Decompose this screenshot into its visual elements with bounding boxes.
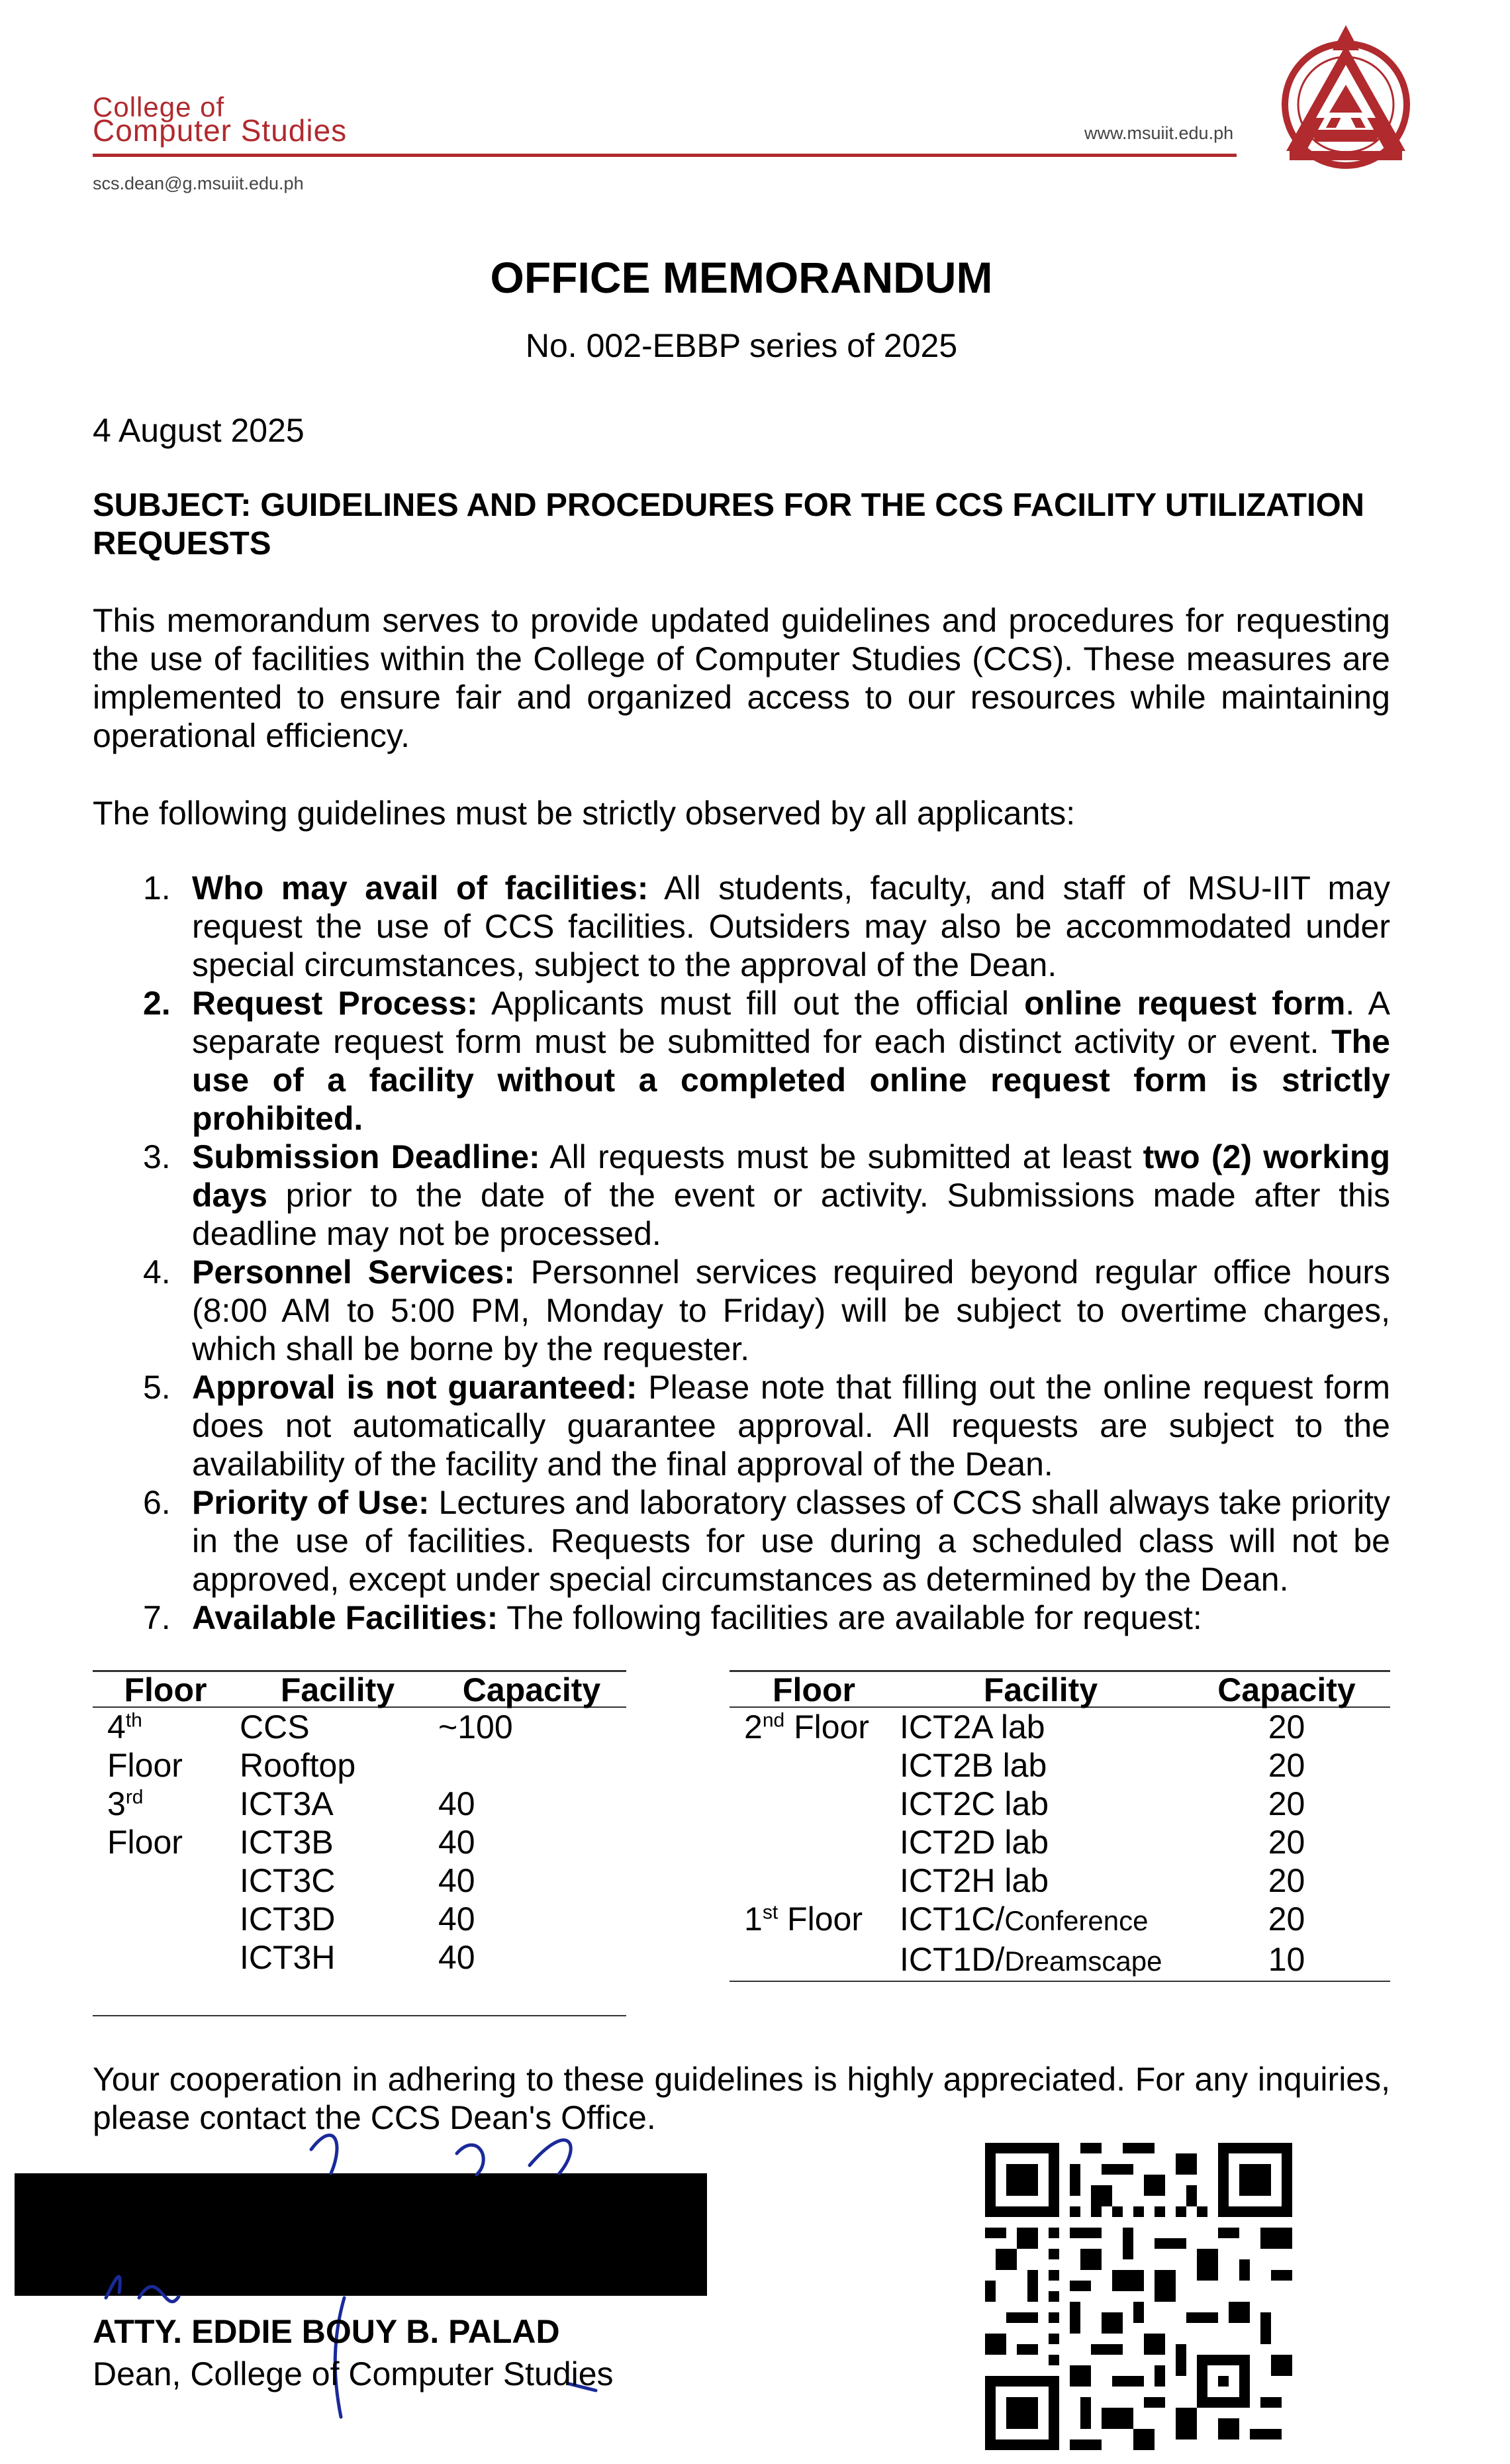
facility-cell: ICT2A lab — [900, 1708, 1045, 1746]
table-row — [93, 1861, 626, 1900]
memo-number: No. 002-EBBP series of 2025 — [525, 327, 958, 364]
table-row — [93, 1746, 626, 1785]
item-body: Please note that filling out the online request form does not automatically guarantee approval. All requests are subject to the availability of the facility and the final approval of the Dean. — [192, 1369, 1390, 1483]
item-heading: Available Facilities: — [192, 1599, 498, 1636]
qr-code[interactable] — [985, 2143, 1292, 2450]
guideline-item — [93, 984, 1390, 1138]
capacity-cell: 20 — [1268, 1900, 1305, 1938]
college-name-line2: Computer Studies — [93, 113, 348, 148]
facility-cell: CCS — [240, 1708, 310, 1746]
table-row — [93, 1823, 626, 1861]
floor-cell — [730, 1940, 898, 1981]
dean-email: scs.dean@g.msuiit.edu.ph — [93, 173, 304, 193]
column-header-floor: Floor — [730, 1671, 898, 1708]
item-heading: Who may avail of facilities: — [192, 869, 649, 907]
item-number: 2. — [143, 985, 171, 1022]
guideline-item — [93, 1599, 1390, 1637]
guideline-item — [93, 1483, 1390, 1599]
floor-cell — [730, 1785, 898, 1823]
table-row — [730, 1900, 1390, 1940]
table-header-row — [93, 1671, 626, 1708]
facility-cell: ICT2B lab — [900, 1747, 1047, 1784]
empty-cell — [238, 1977, 437, 2016]
lead-in-paragraph: The following guidelines must be strictly observed by all applicants: — [93, 795, 1076, 832]
item-body: Applicants must fill out the official — [477, 985, 1025, 1022]
capacity-cell: 20 — [1268, 1785, 1305, 1822]
facility-cell: Rooftop — [240, 1747, 356, 1784]
table-row — [730, 1940, 1390, 1981]
column-header-capacity: Capacity — [437, 1671, 626, 1708]
column-header-capacity: Capacity — [1183, 1671, 1390, 1708]
college-name-line1: College of — [93, 91, 225, 123]
capacity-cell: 20 — [1268, 1708, 1305, 1746]
university-seal-logo — [1270, 19, 1422, 177]
capacity-cell: 20 — [1268, 1862, 1305, 1899]
capacity-cell: 40 — [438, 1900, 475, 1938]
item-body: All requests must be submitted at least — [540, 1138, 1143, 1175]
table-row — [730, 1823, 1390, 1861]
floor-cell — [93, 1938, 238, 1977]
item-body: Lectures and laboratory classes of CCS shall always take priority in the use of facilities. Requests for use during a scheduled class will not be approved, except under special circumstances as determined by the Dean. — [192, 1484, 1390, 1598]
item-number: 3. — [143, 1138, 171, 1175]
facility-cell: ICT1C/Conference — [900, 1900, 1149, 1938]
intro-paragraph: This memorandum serves to provide updated guidelines and procedures for requesting the use of facilities within the College of Computer Studies (CCS). These measures are implemented to ensure fair and organized access to our resources while maintaining operational efficiency. — [93, 602, 1390, 754]
table-row — [730, 1707, 1390, 1746]
floor-cell — [730, 1823, 898, 1861]
facility-cell: ICT1D/Dreamscape — [898, 1940, 1183, 1981]
table-row — [730, 1785, 1390, 1823]
capacity-cell: 10 — [1183, 1940, 1390, 1981]
capacity-cell — [437, 1746, 626, 1785]
facility-cell: ICT3A — [240, 1785, 334, 1822]
closing-paragraph: Your cooperation in adhering to these guidelines is highly appreciated. For any inquiries, please contact the CCS Dean's Office. — [93, 2061, 1390, 2136]
item-heading: Personnel Services: — [192, 1254, 515, 1291]
facility-cell: ICT3H — [240, 1939, 336, 1976]
floor-cell: 3rd — [107, 1785, 144, 1822]
floor-cell: 4th — [107, 1708, 142, 1746]
capacity-cell: 40 — [438, 1939, 475, 1976]
signatory-title: Dean, College of Computer Studies — [93, 2355, 614, 2392]
item-number: 4. — [143, 1254, 171, 1291]
guideline-item — [93, 1368, 1390, 1483]
table-row — [730, 1861, 1390, 1900]
memo-title: OFFICE MEMORANDUM — [490, 253, 993, 302]
floor-cell: 2nd Floor — [744, 1708, 869, 1746]
column-header-floor: Floor — [93, 1671, 238, 1708]
facilities-table-left — [93, 1670, 626, 2016]
table-row — [93, 1785, 626, 1823]
item-body: The following facilities are available for request: — [498, 1599, 1202, 1636]
item-emphasis: two (2) working days — [192, 1138, 1390, 1214]
capacity-cell: 40 — [438, 1785, 475, 1822]
facility-cell: ICT2C lab — [900, 1785, 1049, 1822]
redaction-box — [15, 2173, 707, 2296]
signatory-name: ATTY. EDDIE BOUY B. PALAD — [93, 2313, 560, 2350]
guideline-item — [93, 1138, 1390, 1253]
website-url: www.msuiit.edu.ph — [1084, 123, 1234, 143]
facility-cell: ICT3D — [240, 1900, 336, 1938]
table-row — [93, 1707, 626, 1746]
item-heading: Priority of Use: — [192, 1484, 430, 1521]
item-heading: Approval is not guaranteed: — [192, 1369, 637, 1406]
guideline-item — [93, 869, 1390, 984]
floor-cell — [730, 1861, 898, 1900]
table-row — [93, 1938, 626, 1977]
item-emphasis: online request form — [1024, 985, 1346, 1022]
floor-cell: Floor — [107, 1747, 183, 1784]
table-row — [730, 1746, 1390, 1785]
floor-cell: 1st Floor — [744, 1900, 863, 1938]
item-number: 6. — [143, 1484, 171, 1521]
item-number: 7. — [143, 1599, 171, 1636]
capacity-cell: ~100 — [438, 1708, 513, 1746]
capacity-cell: 20 — [1268, 1824, 1305, 1861]
item-body: . A separate request form must be submitted for each distinct activity or event. — [192, 985, 1390, 1060]
capacity-cell: 20 — [1268, 1747, 1305, 1784]
facility-cell: ICT3C — [240, 1862, 336, 1899]
floor-cell — [93, 1900, 238, 1938]
header-rule — [93, 154, 1237, 157]
table-row — [93, 1977, 626, 2016]
table-row — [93, 1900, 626, 1938]
item-heading: Submission Deadline: — [192, 1138, 540, 1175]
memo-subject: SUBJECT: GUIDELINES AND PROCEDURES FOR THE CCS FACILITY UTILIZATION REQUESTS — [93, 487, 1365, 562]
table-header-row — [730, 1671, 1390, 1708]
empty-cell — [93, 1977, 238, 2016]
facility-cell: ICT2H lab — [900, 1862, 1049, 1899]
facilities-table-right — [730, 1670, 1390, 1982]
item-body: Personnel services required beyond regular office hours (8:00 AM to 5:00 PM, Monday to Friday) will be subject to overtime charges, which shall be borne by the requester. — [192, 1254, 1390, 1367]
capacity-cell: 40 — [438, 1862, 475, 1899]
item-number: 5. — [143, 1369, 171, 1406]
floor-cell — [730, 1746, 898, 1785]
guidelines-list — [93, 869, 1390, 1637]
memo-date: 4 August 2025 — [93, 412, 305, 449]
item-body: prior to the date of the event or activity. Submissions made after this deadline may not be processed. — [192, 1177, 1390, 1252]
item-body: All students, faculty, and staff of MSU-IIT may request the use of CCS facilities. Outsiders may also be accommodated under special circumstances, subject to the approval of the Dean. — [192, 869, 1391, 983]
item-number: 1. — [143, 869, 171, 907]
capacity-cell: 40 — [438, 1824, 475, 1861]
guideline-item — [93, 1253, 1390, 1368]
facility-cell: ICT2D lab — [900, 1824, 1049, 1861]
floor-cell: Floor — [107, 1824, 183, 1861]
item-emphasis: The use of a facility without a completed online request form is strictly prohibited. — [192, 1023, 1390, 1137]
item-heading: Request Process: — [192, 985, 478, 1022]
facility-cell: ICT3B — [240, 1824, 334, 1861]
column-header-facility: Facility — [898, 1671, 1183, 1708]
floor-cell — [93, 1861, 238, 1900]
empty-cell — [437, 1977, 626, 2016]
column-header-facility: Facility — [238, 1671, 437, 1708]
